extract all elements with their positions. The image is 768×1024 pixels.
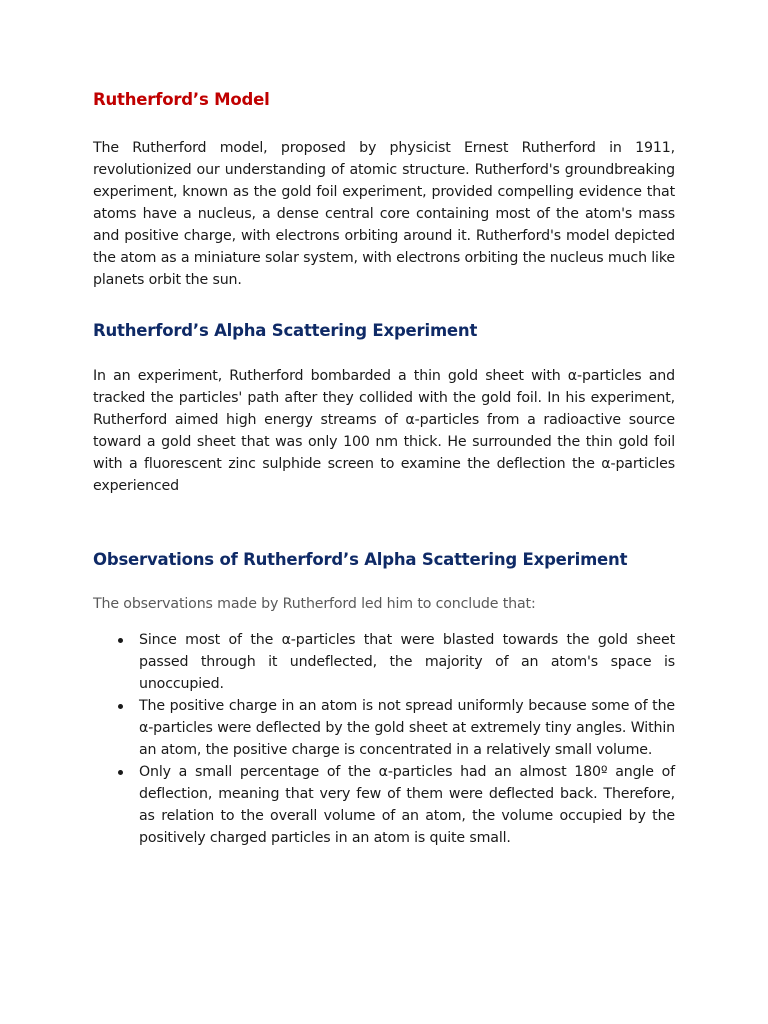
document-page xyxy=(93,88,675,849)
list-item: Only a small percentage of the α-particles had an almost 180º angle of deflection, meaning that very few of them were deflected back. Therefore, as relation to the overall volume of an atom, the volume occupied by the positively charged particles in an atom is quite small. xyxy=(139,761,675,849)
section-heading-rutherford-model: Rutherford’s Model xyxy=(93,90,270,109)
paragraph-rutherford-model: The Rutherford model, proposed by physicist Ernest Rutherford in 1911, revolutionized our understanding of atomic structure. Rutherford's groundbreaking experiment, known as the gold foil experiment, provided compelling evidence that atoms have a nucleus, a dense central core containing most of the atom's mass and positive charge, with electrons orbiting around it. Rutherford's model depicted the atom as a miniature solar system, with electrons orbiting the nucleus much like planets orbit the sun. xyxy=(93,140,675,288)
section-heading-observations: Observations of Rutherford’s Alpha Scattering Experiment xyxy=(93,550,628,569)
observations-list xyxy=(93,629,675,849)
observations-lead-text: The observations made by Rutherford led him to conclude that: xyxy=(93,596,536,612)
list-item: Since most of the α-particles that were blasted towards the gold sheet passed through it undeflected, the majority of an atom's space is unoccupied. xyxy=(139,629,675,695)
paragraph-alpha-scattering-experiment: In an experiment, Rutherford bombarded a thin gold sheet with α-particles and tracked the particles' path after they collided with the gold foil. In his experiment, Rutherford aimed high energy streams of α-particles from a radioactive source toward a gold sheet that was only 100 nm thick. He surrounded the thin gold foil with a fluorescent zinc sulphide screen to examine the deflection the α-particles experienced xyxy=(93,368,675,494)
section-heading-alpha-scattering-experiment: Rutherford’s Alpha Scattering Experiment xyxy=(93,321,478,340)
list-item: The positive charge in an atom is not spread uniformly because some of the α-particles were deflected by the gold sheet at extremely tiny angles. Within an atom, the positive charge is concentrated in a relatively small volume. xyxy=(139,695,675,761)
